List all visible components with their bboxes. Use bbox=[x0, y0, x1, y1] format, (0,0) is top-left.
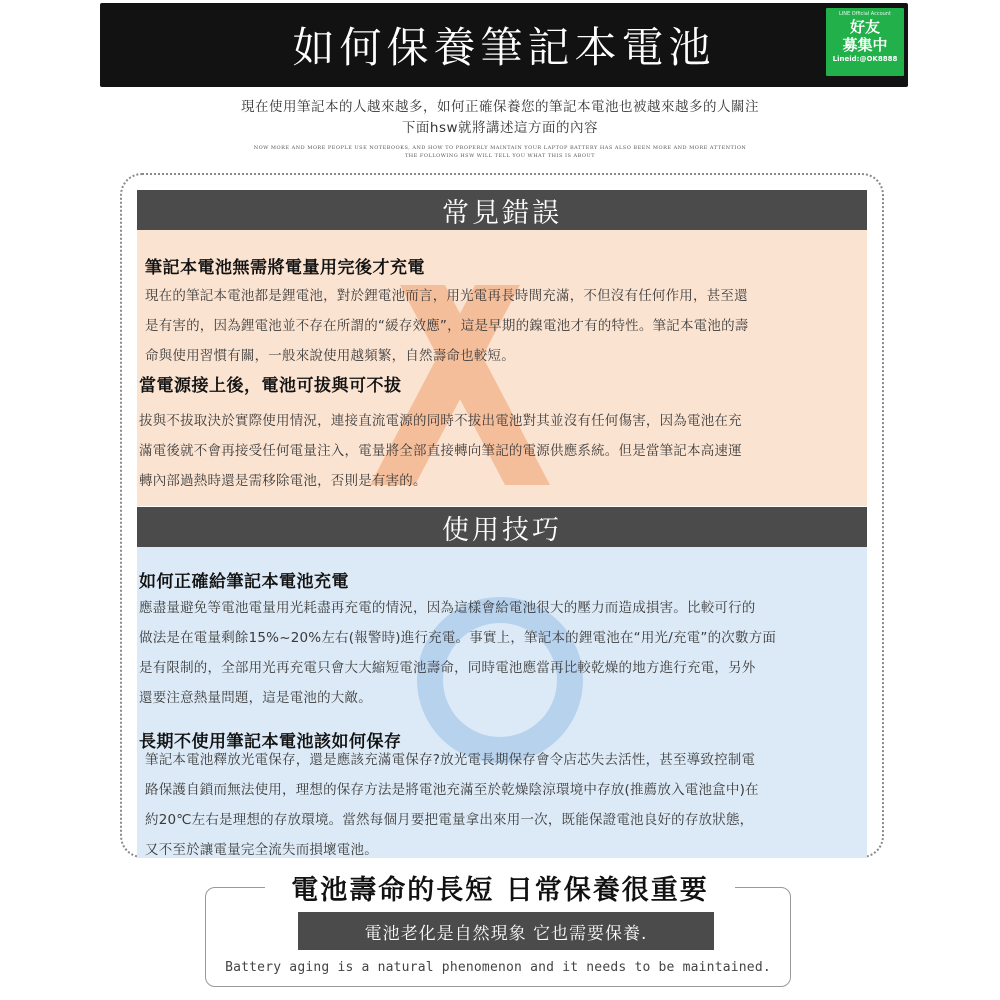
error-1-heading: 筆記本電池無需將電量用完後才充電 bbox=[145, 258, 425, 278]
error-1-paragraph bbox=[145, 281, 867, 371]
tip-2-line-1: 筆記本電池釋放光電保存，還是應該充滿電保存?放光電長期保存會令店芯失去活性，甚至導致控制電 bbox=[145, 752, 756, 768]
tip-2-line-2: 路保護自鎖而無法使用，理想的保存方法是將電池充滿至於乾燥陰涼環境中存放(推薦放入電池盒中)在 bbox=[145, 782, 759, 798]
tip-1-line-1: 應盡量避免等電池電量用光耗盡再充電的情況，因為這樣會給電池很大的壓力而造成損害。比較可行的 bbox=[139, 600, 756, 616]
badge-line2: 募集中 bbox=[842, 36, 888, 54]
badge-line-id: Lineid:@OK8888 bbox=[832, 55, 898, 63]
line-recruit-badge[interactable] bbox=[826, 8, 904, 76]
errors-section-header: 常見錯誤 bbox=[137, 190, 867, 230]
bottom-title: 電池壽命的長短 日常保養很重要 bbox=[265, 868, 735, 906]
error-1-line-3: 命與使用習慣有關，一般來說使用越頻繁，自然壽命也較短。 bbox=[145, 348, 515, 364]
tip-2-paragraph bbox=[145, 745, 867, 865]
tip-1-paragraph bbox=[139, 593, 861, 713]
tip-1-line-3: 是有限制的，全部用光再充電只會大大縮短電池壽命，同時電池應當再比較乾燥的地方進行充電，另外 bbox=[139, 660, 756, 676]
battery-aging-banner: 電池老化是自然現象 它也需要保養. bbox=[298, 912, 714, 950]
page-title: 如何保養筆記本電池 bbox=[292, 23, 716, 72]
tip-2-line-4: 又不至於讓電量完全流失而損壞電池。 bbox=[145, 842, 378, 858]
intro-line-2: 下面hsw就將講述這方面的內容 bbox=[401, 120, 599, 136]
intro-line-1: 現在使用筆記本的人越來越多，如何正確保養您的筆記本電池也被越來越多的人關注 bbox=[241, 99, 759, 115]
badge-line1: 好友 bbox=[849, 18, 880, 36]
tip-1-line-2: 做法是在電量剩餘15%~20%左右(報警時)進行充電。事實上，筆記本的鋰電池在“用光/充電”的次數方面 bbox=[139, 630, 777, 646]
intro-english-1: NOW MORE AND MORE PEOPLE USE NOTEBOOKS, AND HOW TO PROPERLY MAINTAIN YOUR LAPTOP BATTERY HAS ALSO BEEN MORE AND MORE ATTENTION bbox=[253, 145, 747, 151]
tip-1-line-4: 還要注意熱量問題，這是電池的大敵。 bbox=[139, 690, 372, 706]
battery-aging-english: Battery aging is a natural phenomenon and it needs to be maintained. bbox=[225, 960, 771, 975]
error-2-heading: 當電源接上後，電池可拔與可不拔 bbox=[139, 376, 402, 396]
tip-2-line-3: 約20℃左右是理想的存放環境。當然每個月要把電量拿出來用一次，既能保證電池良好的存放狀態， bbox=[145, 812, 754, 828]
error-2-paragraph bbox=[139, 406, 861, 496]
badge-tiny-text: LINE Official Account bbox=[839, 11, 891, 17]
tip-2-heading: 長期不使用筆記本電池該如何保存 bbox=[139, 732, 402, 752]
error-2-line-1: 拔與不拔取決於實際使用情況，連接直流電源的同時不拔出電池對其並沒有任何傷害，因為電池在充 bbox=[139, 413, 742, 429]
intro-english-2: THE FOLLOWING HSW WILL TELL YOU WHAT THIS IS ABOUT bbox=[404, 153, 596, 159]
error-1-line-1: 現在的筆記本電池都是鋰電池，對於鋰電池而言，用光電再長時間充滿，不但沒有任何作用，甚至還 bbox=[145, 288, 748, 304]
error-2-line-3: 轉內部過熱時還是需移除電池，否則是有害的。 bbox=[139, 473, 427, 489]
tips-section-header: 使用技巧 bbox=[137, 507, 867, 547]
error-2-line-2: 滿電後就不會再接受任何電量注入，電量將全部直接轉向筆記的電源供應系統。但是當筆記本高速運 bbox=[139, 443, 742, 459]
tip-1-heading: 如何正確給筆記本電池充電 bbox=[139, 572, 349, 592]
error-1-line-2: 是有害的，因為鋰電池並不存在所謂的“緩存效應”，這是早期的鎳電池才有的特性。筆記本電池的壽 bbox=[145, 318, 749, 334]
